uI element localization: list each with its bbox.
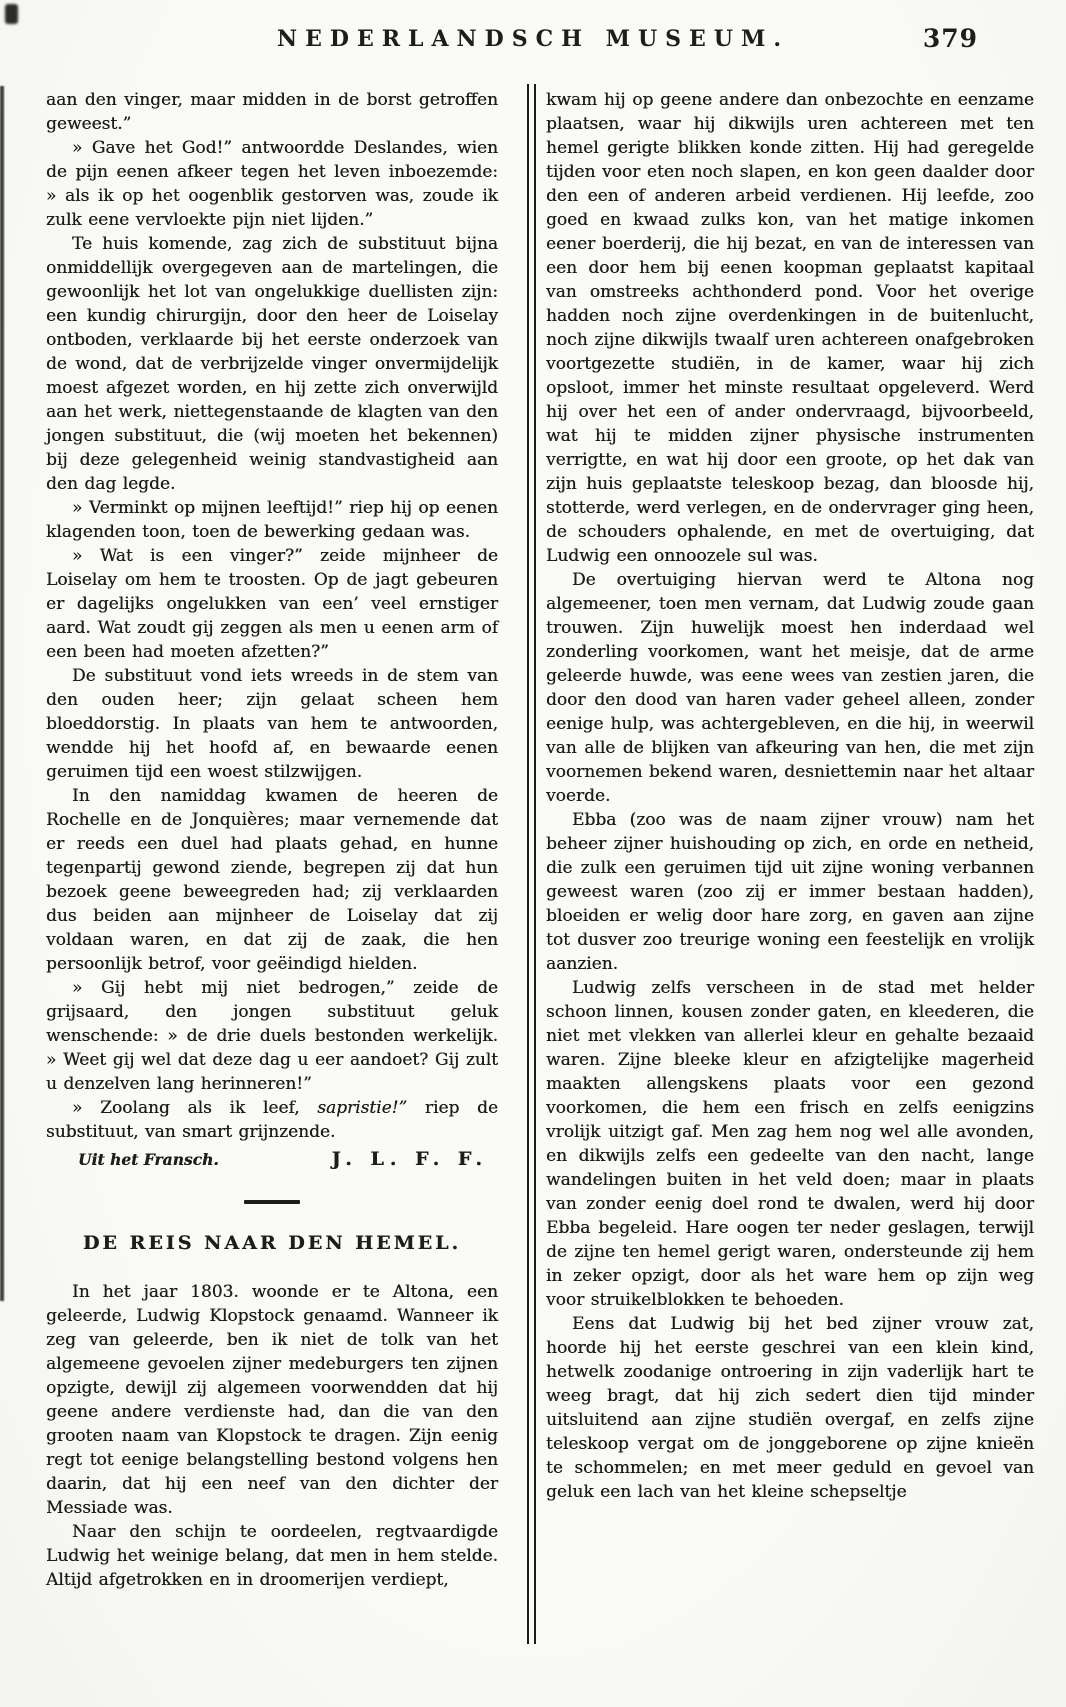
- column-divider-rule: [527, 84, 536, 1644]
- paragraph: De overtuiging hiervan werd te Altona nog algemeener, toen men vernam, dat Ludwig zoude gaan trouwen. Zijn huwelijk moest hen inderdaad wel zonderling voorkomen, want het meisje, dat de arme geleerde huwde, was eene wees van zestien jaren, die door den dood van haren vader geheel alleen, zonder eenige hulp, was achtergebleven, en die hij, in weerwil van alle de blijken van afkeuring van hen, die met zijn voornemen bekend waren, desniettemin naar het altaar voerde.: [546, 570, 1034, 806]
- quote-text: riep de substituut, van smart grijnzende.: [46, 1098, 499, 1142]
- attribution-line: [46, 1148, 498, 1170]
- paragraph: » Gij hebt mij niet bedrogen,” zeide de grijsaard, den jongen substituut geluk wenschende: » de drie duels bestonden werkelijk. » Weet gij wel dat deze dag u eer aandoet? Gij zult u denzelven lang herinneren!”: [46, 978, 498, 1094]
- page-header: [0, 26, 1066, 66]
- paragraph: Ebba (zoo was de naam zijner vrouw) nam het beheer zijner huishouding op zich, en orde en netheid, die zulk een geruimen tijd uit zijne woning verbannen geweest waren (zoo zij er immer bestaan hadden), bloeiden er welig door hare zorg, en gaven aan zijne tot dusver zoo treurige woning een feestelijk en vrolijk aanzien.: [546, 810, 1034, 974]
- paragraph: kwam hij op geene andere dan onbezochte en eenzame plaatsen, waar hij dikwijls uren achtereen met ten hemel gerigte blikken konde zitten. Hij had geregelde tijden voor eten noch slapen, en kon geen daalder door den een of anderen arbeid verdienen. Hij leefde, zoo goed en kwaad zulks kon, van het matige inkomen eener boerderij, die hij bezat, en van de interessen van een door hem bij eenen koopman geplaatst kapitaal van omstreeks achthonderd pond. Voor het overige hadden noch zijne overdenkingen in de buitenlucht, noch zijne dikwijls twaalf uren achtereen onafgebroken voortgezette studiën, in de kamer, waar hij zich opsloot, immer het minste resultaat opgeleverd. Werd hij over het een of ander ondervraagd, bijvoorbeeld, wat hij te midden zijner physische instrumenten verrigtte, en wat hij door een groote, op het dak van zijn huis geplaatste teleskoop bezag, dan bloosde hij, stotterde, werd verlegen, en de ondervrager ging heen, de schouders ophalende, en met de overtuiging, dat Ludwig een onnoozele sul was.: [546, 90, 1034, 566]
- page-number: 379: [922, 24, 978, 53]
- italic-word: sapristie!”: [317, 1098, 408, 1118]
- paragraph: Naar den schijn te oordeelen, regtvaardigde Ludwig het weinige belang, dat men in hem stelde. Altijd afgetrokken en in droomerijen verdiept,: [46, 1522, 498, 1590]
- author-initials: J. L. F. F.: [331, 1148, 488, 1170]
- paragraph: » Wat is een vinger?” zeide mijnheer de Loiselay om hem te troosten. Op de jagt gebeuren er dagelijks ongelukken van een’ veel ernstiger aard. Wat zoudt gij zeggen als men u eenen arm of een been had moeten afzetten?”: [46, 546, 498, 662]
- quote-text: » Zoolang als ik leef,: [72, 1098, 318, 1118]
- journal-title: NEDERLANDSCH MUSEUM.: [277, 26, 789, 52]
- paragraph: In het jaar 1803. woonde er te Altona, een geleerde, Ludwig Klopstock genaamd. Wanneer ik zeg van geleerde, ben ik niet de tolk van het algemeene gevoelen zijner medeburgers ten zijnen opzigte, dewijl zij algemeen voorwendden dat hij geene andere verdienste had, dan die van den grooten naam van Klopstock te dragen. Zijn eenig regt tot eenige belangstelling bestond volgens hen daarin, dat hij een neef van den dichter der Messiade was.: [46, 1282, 498, 1518]
- paragraph: » Gave het God!” antwoordde Deslandes, wien de pijn eenen afkeer tegen het leven inboezemde: » als ik op het oogenblik gestorven was, zoude ik zulk eene vervloekte pijn niet lijden.”: [46, 138, 498, 230]
- paragraph: » Verminkt op mijnen leeftijd!” riep hij op eenen klagenden toon, toen de bewerking gedaan was.: [46, 498, 498, 542]
- paragraph: De substituut vond iets wreeds in de stem van den ouden heer; zijn gelaat scheen hem bloeddorstig. In plaats van hem te antwoorden, wendde hij het hoofd af, en bewaarde eenen geruimen tijd een woest stilzwijgen.: [46, 666, 498, 782]
- paragraph: [46, 1096, 498, 1144]
- paragraph: aan den vinger, maar midden in de borst getroffen geweest.”: [46, 90, 498, 134]
- paragraph: Eens dat Ludwig bij het bed zijner vrouw zat, hoorde hij het eerste geschrei van een klein kind, hetwelk zoodanige ontroering in zijn vaderlijk hart te weeg bragt, dat hij zich sedert dien tijd minder uitsluitend aan zijne studiën overgaf, en zelfs zijne teleskoop vergat om de jonggeborene op zijne knieën te schommelen; en met meer geduld en gevoel van geluk een lach van het kleine schepseltje: [546, 1314, 1034, 1502]
- scan-artifact-left-edge: [0, 86, 4, 1301]
- source-note: Uit het Fransch.: [78, 1150, 219, 1169]
- scan-artifact-corner: [5, 4, 18, 24]
- left-column: [46, 88, 498, 1592]
- section-heading: DE REIS NAAR DEN HEMEL.: [82, 1232, 462, 1254]
- section-divider-rule: [244, 1200, 300, 1204]
- right-column: [546, 88, 1034, 1504]
- paragraph: In den namiddag kwamen de heeren de Rochelle en de Jonquières; maar vernemende dat er reeds een duel had plaats gehad, en hunne tegenpartij gewond ziende, begrepen zij dat hun bezoek geene beweegreden had; zij verklaarden dus beiden aan mijnheer de Loiselay dat zij voldaan waren, en dat zij de zaak, die hen persoonlijk betrof, voor geëindigd hielden.: [46, 786, 498, 974]
- paragraph: Ludwig zelfs verscheen in de stad met helder schoon linnen, kousen zonder gaten, en kleederen, die niet met vlekken van allerlei kleur en gehalte bezaaid waren. Zijne bleeke kleur en afzigtelijke magerheid maakten allengskens plaats voor een gezond voorkomen, die hem een frisch en zelfs eenigzins vrolijk uitzigt gaf. Men zag hem nog wel alle avonden, en dikwijls zelfs een gedeelte van den nacht, lange wandelingen buiten in het veld doen; maar in plaats van zonder eenig doel rond te dwalen, werd hij door Ebba begeleid. Hare oogen ter neder geslagen, terwijl de zijne ten hemel gerigt waren, ondersteunde zij hem in zeker opzigt, door als het ware hem op zijn weg voor struikelblokken te behoeden.: [546, 978, 1034, 1310]
- paragraph: Te huis komende, zag zich de substituut bijna onmiddellijk overgegeven aan de martelingen, die gewoonlijk het lot van ongelukkige duellisten zijn: een kundig chirurgijn, door den heer de Loiselay ontboden, verklaarde bij het eerste onderzoek van de wond, dat de verbrijzelde vinger onvermijdelijk moest afgezet worden, en hij zette zich onverwijld aan het werk, niettegenstaande de klagten van den jongen substituut, die (wij moeten het bekennen) bij deze gelegenheid weinig standvastigheid aan den dag legde.: [46, 234, 498, 494]
